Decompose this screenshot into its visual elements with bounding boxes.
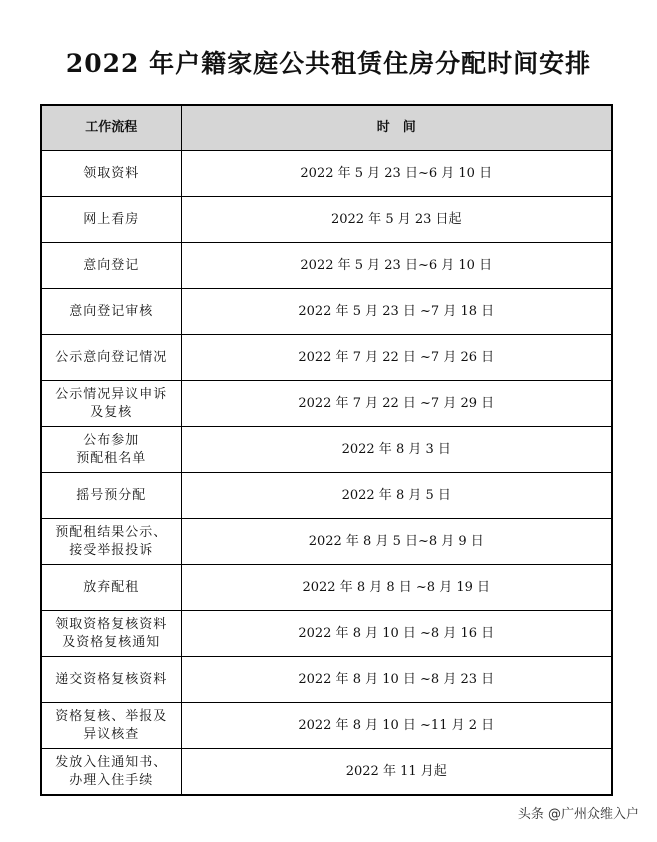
step-line: 公示意向登记情况 bbox=[55, 349, 168, 365]
step-line: 预配租名单 bbox=[76, 450, 147, 466]
time-cell: 2022 年 8 月 10 日 ~8 月 16 日 bbox=[181, 611, 612, 657]
time-cell: 2022 年 5 月 23 日起 bbox=[181, 197, 612, 243]
schedule-table bbox=[40, 104, 613, 796]
step-cell bbox=[41, 473, 181, 519]
step-line: 递交资格复核资料 bbox=[55, 671, 168, 687]
time-cell: 2022 年 8 月 10 日 ~8 月 23 日 bbox=[181, 657, 612, 703]
table-row bbox=[41, 151, 612, 197]
step-cell bbox=[41, 335, 181, 381]
page-title: 2022 年户籍家庭公共租赁住房分配时间安排 bbox=[65, 49, 592, 78]
step-line: 摇号预分配 bbox=[76, 487, 147, 503]
time-cell: 2022 年 8 月 10 日 ~11 月 2 日 bbox=[181, 703, 612, 749]
table-row bbox=[41, 749, 612, 796]
step-cell bbox=[41, 565, 181, 611]
time-cell: 2022 年 7 月 22 日 ~7 月 29 日 bbox=[181, 381, 612, 427]
step-line: 意向登记 bbox=[83, 257, 140, 273]
table-row bbox=[41, 427, 612, 473]
time-cell: 2022 年 7 月 22 日 ~7 月 26 日 bbox=[181, 335, 612, 381]
table-row bbox=[41, 519, 612, 565]
table-row bbox=[41, 381, 612, 427]
table-row bbox=[41, 565, 612, 611]
table-row bbox=[41, 611, 612, 657]
step-line: 及复核 bbox=[90, 404, 133, 420]
table-row bbox=[41, 335, 612, 381]
step-line: 领取资料 bbox=[83, 165, 140, 181]
table-header-row bbox=[41, 105, 612, 151]
step-line: 发放入住通知书、 bbox=[55, 754, 168, 770]
step-line: 领取资格复核资料 bbox=[55, 616, 168, 632]
step-cell bbox=[41, 519, 181, 565]
step-cell bbox=[41, 611, 181, 657]
table-row bbox=[41, 243, 612, 289]
step-line: 公示情况异议申诉 bbox=[55, 386, 168, 402]
step-line: 异议核查 bbox=[83, 726, 140, 742]
step-line: 网上看房 bbox=[83, 211, 140, 227]
step-line: 放弃配租 bbox=[83, 579, 140, 595]
step-line: 预配租结果公示、 bbox=[55, 524, 168, 540]
header-time: 时 间 bbox=[181, 105, 612, 151]
table-row bbox=[41, 289, 612, 335]
step-cell bbox=[41, 427, 181, 473]
time-cell: 2022 年 5 月 23 日 ~7 月 18 日 bbox=[181, 289, 612, 335]
table-row bbox=[41, 197, 612, 243]
time-cell: 2022 年 8 月 5 日~8 月 9 日 bbox=[181, 519, 612, 565]
table-row bbox=[41, 703, 612, 749]
step-cell bbox=[41, 243, 181, 289]
watermark: 头条 @广州众维入户 bbox=[517, 807, 639, 822]
table-row bbox=[41, 657, 612, 703]
step-line: 办理入住手续 bbox=[69, 772, 154, 788]
header-step: 工作流程 bbox=[41, 105, 181, 151]
step-cell bbox=[41, 381, 181, 427]
step-cell bbox=[41, 749, 181, 796]
step-line: 接受举报投诉 bbox=[69, 542, 154, 558]
step-cell bbox=[41, 151, 181, 197]
table-row bbox=[41, 473, 612, 519]
time-cell: 2022 年 5 月 23 日~6 月 10 日 bbox=[181, 151, 612, 197]
step-line: 意向登记审核 bbox=[69, 303, 154, 319]
step-line: 资格复核、举报及 bbox=[55, 708, 168, 724]
time-cell: 2022 年 5 月 23 日~6 月 10 日 bbox=[181, 243, 612, 289]
time-cell: 2022 年 11 月起 bbox=[181, 749, 612, 796]
time-cell: 2022 年 8 月 8 日 ~8 月 19 日 bbox=[181, 565, 612, 611]
step-line: 及资格复核通知 bbox=[62, 634, 161, 650]
step-cell bbox=[41, 289, 181, 335]
step-cell bbox=[41, 197, 181, 243]
step-line: 公布参加 bbox=[83, 432, 140, 448]
step-cell bbox=[41, 657, 181, 703]
step-cell bbox=[41, 703, 181, 749]
time-cell: 2022 年 8 月 3 日 bbox=[181, 427, 612, 473]
time-cell: 2022 年 8 月 5 日 bbox=[181, 473, 612, 519]
